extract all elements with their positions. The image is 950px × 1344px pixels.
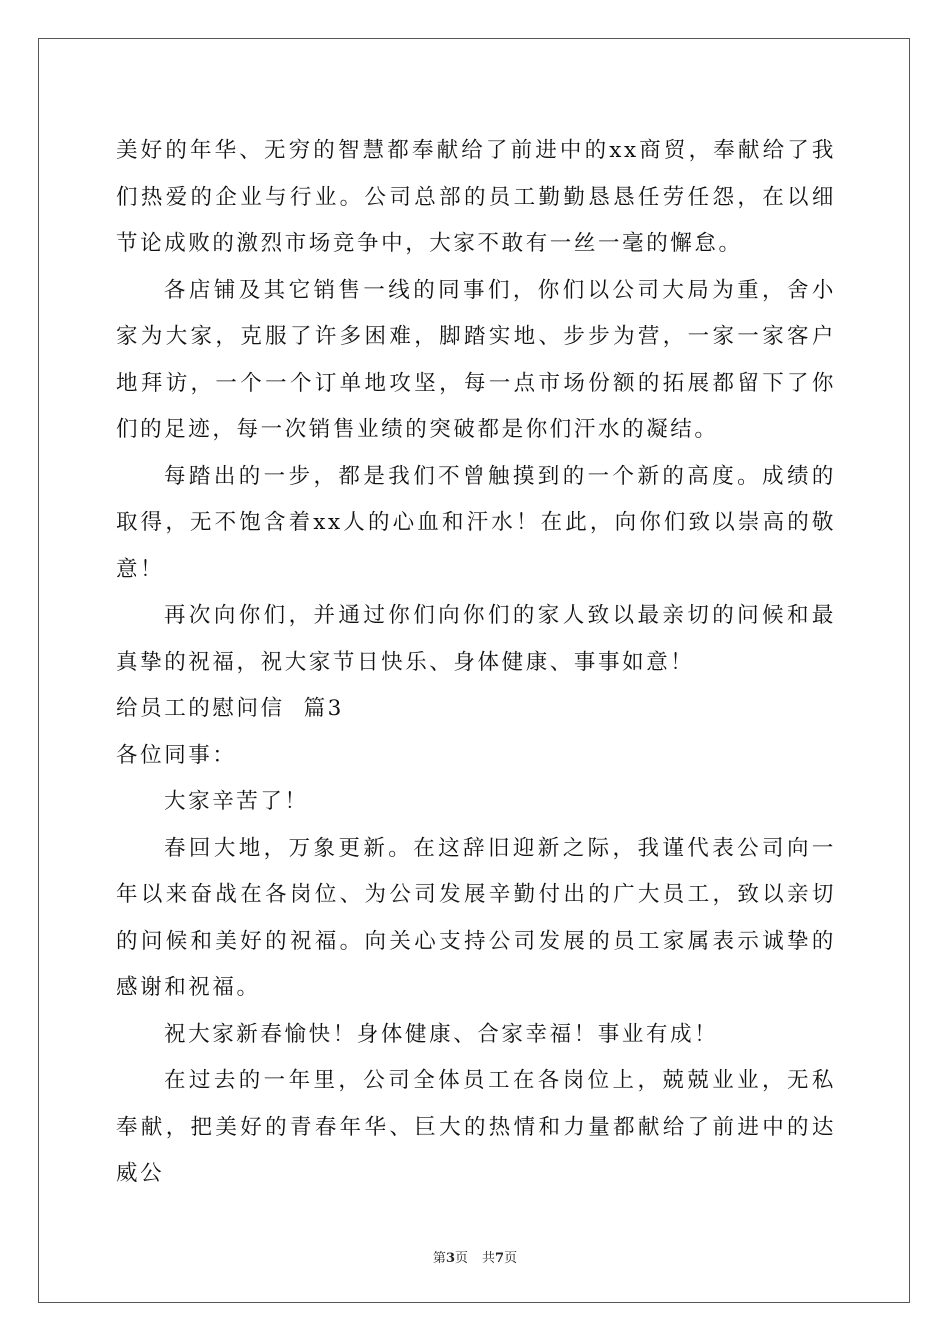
footer-page-word: 页: [454, 1251, 468, 1266]
paragraph: 各店铺及其它销售一线的同事们，你们以公司大局为重，舍小家为大家，克服了许多困难，脚踏实地、步步为营，一家一家客户地拜访，一个一个订单地攻坚，每一点市场份额的拓展都留下了你们的足迹，每一次销售业绩的突破都是你们汗水的凝结。: [116, 277, 836, 442]
footer-total-prefix: 共: [482, 1251, 496, 1266]
paragraph: 祝大家新春愉快！身体健康、合家幸福！事业有成！: [164, 1021, 719, 1047]
section-heading: 给员工的慰问信 篇3: [116, 696, 344, 721]
page-footer: [0, 1247, 950, 1266]
paragraph: 美好的年华、无穷的智慧都奉献给了前进中的xx商贸，奉献给了我们热爱的企业与行业。公司总部的员工勤勤恳恳任劳任怨，在以细节论成败的激烈市场竞争中，大家不敢有一丝一毫的懈怠。: [116, 138, 836, 256]
total-page-number: 7: [495, 1251, 505, 1266]
footer-total-suffix: 页: [504, 1251, 518, 1266]
paragraph: 再次向你们，并通过你们向你们的家人致以最亲切的问候和最真挚的祝福，祝大家节日快乐、身体健康、事事如意！: [116, 603, 836, 675]
paragraph: 春回大地，万象更新。在这辞旧迎新之际，我谨代表公司向一年以来奋战在各岗位、为公司发展辛勤付出的广大员工，致以亲切的问候和美好的祝福。向关心支持公司发展的员工家属表示诚挚的感谢和祝福。: [116, 835, 836, 1000]
salutation: 各位同事：: [116, 742, 237, 768]
paragraph: 每踏出的一步，都是我们不曾触摸到的一个新的高度。成绩的取得，无不饱含着xx人的心血和汗水！在此，向你们致以崇高的敬意！: [116, 463, 836, 582]
footer-prefix: 第: [432, 1251, 446, 1266]
current-page-number: 3: [445, 1251, 455, 1266]
paragraph: 大家辛苦了！: [164, 789, 309, 814]
paragraph: 在过去的一年里，公司全体员工在各岗位上，兢兢业业，无私奉献，把美好的青春年华、巨大的热情和力量都献给了前进中的达威公: [116, 1068, 836, 1186]
document-body: [116, 128, 836, 1198]
